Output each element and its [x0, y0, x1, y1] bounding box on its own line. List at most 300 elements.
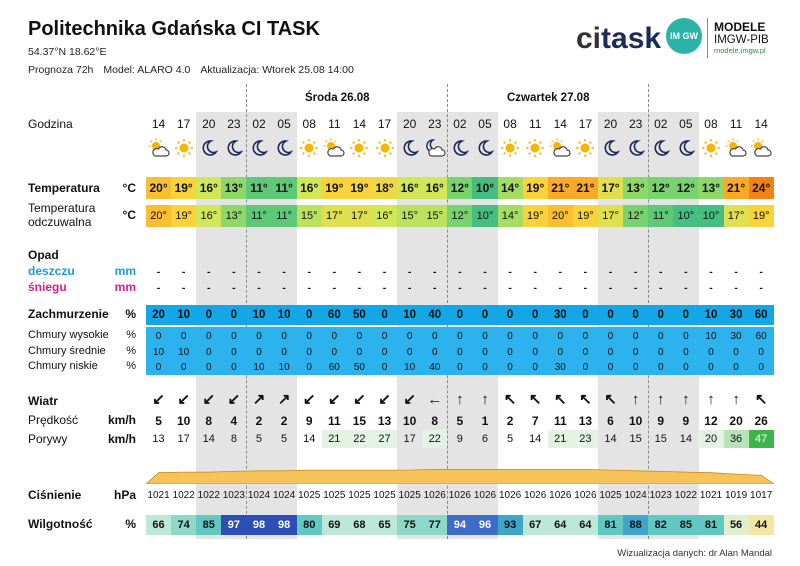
- temperature-cell: 13°: [221, 177, 246, 199]
- cloud-cover-cell: 0: [657, 309, 664, 321]
- hour-cell: 05: [478, 117, 492, 131]
- logo-divider: [707, 18, 708, 58]
- mid-clouds-cell: 0: [607, 347, 614, 358]
- cloud-cover-unit: %: [125, 307, 136, 321]
- pressure-cell: 1019: [724, 490, 748, 501]
- humidity-cell: 96: [472, 515, 497, 535]
- pressure-cell: 1022: [674, 490, 697, 501]
- pressure-cell: 1025: [599, 490, 622, 501]
- high-clouds-cell: 0: [281, 331, 287, 342]
- gust-cell: 14: [604, 433, 617, 445]
- gust-cell: 20: [698, 430, 723, 448]
- gust-cell: 21: [322, 430, 347, 448]
- wind-speed-cell: 10: [402, 414, 417, 428]
- rain-cell: -: [709, 266, 713, 278]
- low-clouds-cell: 0: [231, 362, 237, 373]
- high-clouds-cell: 10: [705, 331, 717, 342]
- wind-speed-cell: 26: [754, 414, 768, 428]
- low-clouds-cell: 0: [482, 362, 488, 373]
- feels-like-cell: 10°: [673, 205, 698, 227]
- snow-cell: -: [357, 282, 362, 294]
- temperature-cell: 13°: [698, 177, 723, 199]
- hour-cell: 23: [428, 117, 442, 131]
- mid-clouds-cell: 10: [152, 347, 165, 358]
- modele-url: modele.imgw.pl: [714, 46, 766, 55]
- temperature-cell: 12°: [447, 177, 472, 199]
- humidity-cell: 77: [422, 515, 447, 535]
- rain-label: deszczu: [28, 264, 75, 278]
- feels-like-cell: 16°: [196, 205, 221, 227]
- rain-cell: -: [332, 266, 337, 278]
- temperature-cell: 19°: [347, 177, 372, 199]
- low-clouds-cell: 0: [708, 362, 714, 373]
- cloud-cover-cell: 0: [682, 309, 690, 321]
- wind-direction-arrow: ←: [427, 392, 443, 408]
- modele-subtitle: IMGW-PIB: [714, 34, 769, 46]
- wind-speed-row: [146, 413, 774, 429]
- rain-cell: -: [382, 266, 387, 278]
- sun-cloud-icon: [724, 137, 749, 159]
- hour-cell: 14: [553, 117, 567, 131]
- gust-cell: 15: [654, 433, 667, 445]
- high-clouds-cell: 0: [205, 331, 212, 342]
- pressure-cell: 1026: [448, 490, 471, 501]
- hour-cell: 20: [402, 117, 417, 131]
- mid-clouds-cell: 0: [306, 347, 312, 358]
- pressure-chart: [146, 460, 774, 484]
- wind-speed-cell: 15: [352, 414, 367, 428]
- feels-like-cell: 12°: [623, 205, 648, 227]
- snow-cell: -: [709, 282, 713, 294]
- mid-clouds-cell: 0: [582, 347, 589, 358]
- gusts-row: [146, 430, 774, 448]
- gust-cell: 13: [152, 433, 165, 445]
- wind-speed-cell: 20: [729, 414, 743, 428]
- mid-clouds-cell: 0: [482, 347, 488, 358]
- forecast-info: [28, 64, 354, 76]
- cloud-cover-cell: 0: [306, 309, 313, 321]
- rain-cell: -: [658, 266, 663, 278]
- wind-direction-arrow: ↙: [177, 392, 190, 408]
- sun-icon: [523, 137, 548, 159]
- feels-like-cell: 20°: [146, 205, 171, 227]
- temperature-cell: 10°: [472, 177, 497, 199]
- wind-direction-arrow: ↙: [353, 392, 366, 408]
- rain-cell: -: [357, 266, 362, 278]
- mid-clouds-cell: 0: [708, 347, 714, 358]
- cloud-cover-cell: 30: [553, 309, 567, 321]
- precipitation-label: Opad: [28, 248, 59, 262]
- pressure-cell: 1026: [498, 490, 522, 501]
- low-clouds-cell: 0: [381, 362, 388, 373]
- gust-cell: 14: [202, 433, 215, 445]
- cloud-cover-cell: 10: [704, 309, 718, 321]
- feels-like-cell: 17°: [598, 205, 623, 227]
- feels-like-cell: 14°: [498, 205, 523, 227]
- gust-cell: 21: [548, 430, 573, 448]
- snow-cell: -: [684, 282, 688, 294]
- wind-direction-arrow: ↙: [202, 392, 216, 408]
- snow-cell: -: [533, 282, 537, 294]
- pressure-cell: 1026: [423, 490, 446, 501]
- wind-direction-arrow: ↗: [277, 392, 291, 408]
- cloud-cover-cell: 20: [152, 309, 165, 321]
- pressure-cell: 1021: [699, 490, 723, 501]
- low-clouds-cell: 30: [554, 362, 566, 373]
- wind-direction-arrow: ↖: [754, 392, 768, 408]
- cloud-cover-cell: 10: [252, 309, 266, 321]
- cloud-cover-cell: 60: [754, 309, 768, 321]
- temperature-label: Temperatura: [28, 181, 100, 195]
- wind-speed-cell: 13: [377, 414, 392, 428]
- high-clouds-label: Chmury wysokie: [28, 329, 109, 341]
- gust-cell: 5: [507, 433, 514, 445]
- high-clouds-cell: 0: [457, 331, 463, 342]
- gust-cell: 22: [347, 430, 372, 448]
- snow-unit: mm: [114, 280, 136, 294]
- wind-speed-cell: 10: [628, 414, 643, 428]
- pressure-cell: 1026: [549, 490, 572, 501]
- cloud-cover-cell: 0: [607, 309, 614, 321]
- feels-like-row: [146, 205, 774, 227]
- cloud-cover-cell: 0: [381, 309, 388, 321]
- rain-cell: -: [156, 266, 161, 278]
- humidity-cell: 98: [272, 515, 297, 535]
- wind-direction-arrow: ↙: [328, 392, 341, 408]
- feels-like-label-2: odczuwalna: [28, 215, 92, 229]
- feels-like-cell: 13°: [221, 205, 246, 227]
- gust-cell: 17: [177, 433, 190, 445]
- snow-cell: -: [307, 282, 311, 294]
- feels-like-cell: 17°: [724, 205, 749, 227]
- hour-cell: 02: [453, 117, 467, 131]
- high-clouds-cell: 0: [582, 331, 589, 342]
- temperature-cell: 19°: [171, 177, 196, 199]
- rain-cell: -: [533, 266, 537, 278]
- low-clouds-cell: 0: [155, 362, 162, 373]
- humidity-cell: 56: [724, 515, 749, 535]
- gust-cell: 5: [255, 433, 263, 445]
- snow-cell: -: [332, 282, 337, 294]
- humidity-cell: 64: [548, 515, 573, 535]
- low-clouds-cell: 0: [733, 362, 739, 373]
- citask-logo: [576, 16, 661, 56]
- sun-icon: [171, 137, 196, 159]
- mid-clouds-cell: 0: [758, 347, 764, 358]
- temperature-cell: 11°: [246, 177, 271, 199]
- high-clouds-cell: 0: [657, 331, 664, 342]
- sun-cloud-icon: [146, 137, 171, 159]
- model-name: Model: ALARO 4.0: [103, 64, 191, 76]
- high-clouds-cell: 0: [683, 331, 689, 342]
- snow-cell: -: [257, 282, 261, 294]
- gust-cell: 22: [422, 430, 447, 448]
- mid-clouds-cell: 0: [507, 347, 513, 358]
- snow-cell: -: [433, 282, 437, 294]
- gust-cell: 27: [372, 430, 397, 448]
- rain-cell: -: [181, 266, 186, 278]
- low-clouds-cell: 0: [532, 362, 538, 373]
- gust-cell: 15: [629, 433, 642, 445]
- pressure-area: [146, 469, 774, 484]
- logo-task-text: task: [601, 22, 662, 55]
- hour-cell: 17: [176, 117, 191, 131]
- cloud-cover-cell: 0: [531, 309, 539, 321]
- modele-logo: [714, 20, 784, 55]
- low-clouds-cell: 40: [429, 362, 441, 373]
- feels-like-cell: 16°: [372, 205, 397, 227]
- gust-cell: 36: [724, 430, 749, 448]
- sun-icon: [372, 137, 397, 159]
- rain-cell: -: [558, 266, 563, 278]
- feels-like-cell: 15°: [397, 205, 422, 227]
- feels-like-cell: 19°: [573, 205, 598, 227]
- mid-clouds-cell: 0: [557, 347, 564, 358]
- wind-speed-cell: 4: [230, 414, 238, 428]
- temperature-cell: 19°: [322, 177, 347, 199]
- high-clouds-cell: 0: [231, 331, 237, 342]
- sun-cloud-icon: [749, 137, 774, 159]
- mid-clouds-cell: 0: [457, 347, 463, 358]
- feels-like-label-1: Temperatura: [28, 201, 96, 215]
- high-clouds-cell: 0: [381, 331, 388, 342]
- feels-like-cell: 11°: [272, 205, 297, 227]
- hour-cell: 11: [528, 117, 542, 131]
- snow-cell: -: [608, 282, 613, 294]
- feels-like-cell: 15°: [297, 205, 322, 227]
- high-clouds-cell: 0: [406, 331, 413, 342]
- wind-direction-arrow: ↑: [732, 392, 740, 408]
- rain-cell: -: [684, 266, 688, 278]
- low-clouds-cell: 0: [582, 362, 589, 373]
- gusts-unit: km/h: [107, 432, 136, 446]
- low-clouds-cell: 50: [353, 362, 365, 373]
- cloud-cover-label: Zachmurzenie: [28, 307, 109, 321]
- gust-cell: 23: [573, 430, 598, 448]
- mid-clouds-cell: 0: [205, 347, 212, 358]
- high-clouds-cell: 0: [356, 331, 363, 342]
- moon-icon: [196, 137, 221, 159]
- rain-cell: -: [433, 266, 437, 278]
- wind-direction-arrow: ↖: [528, 392, 542, 408]
- moon-icon: [221, 137, 246, 159]
- low-clouds-label: Chmury niskie: [28, 360, 98, 372]
- sun-icon: [347, 137, 372, 159]
- temperature-cell: 21°: [573, 177, 598, 199]
- sun-icon: [573, 137, 598, 159]
- coordinates: 54.37°N 18.62°E: [28, 46, 107, 58]
- low-clouds-cell: 0: [632, 362, 639, 373]
- temperature-cell: 21°: [548, 177, 573, 199]
- humidity-cell: 67: [523, 515, 548, 535]
- temperature-cell: 11°: [272, 177, 297, 199]
- humidity-cell: 88: [623, 515, 648, 535]
- snow-cell: -: [207, 282, 211, 294]
- pressure-cell: 1025: [373, 490, 396, 501]
- wind-speed-cell: 13: [578, 414, 593, 428]
- pressure-row: [146, 488, 774, 504]
- wind-speed-cell: 11: [553, 414, 567, 428]
- page-title: Politechnika Gdańska CI TASK: [28, 18, 320, 40]
- snow-cell: -: [232, 282, 236, 294]
- modele-title: MODELE: [714, 20, 766, 34]
- low-clouds-cell: 10: [253, 362, 265, 373]
- gust-cell: 14: [529, 433, 542, 445]
- pressure-cell: 1022: [172, 490, 195, 501]
- hour-cell: 02: [654, 117, 668, 131]
- low-clouds-row: [146, 360, 774, 376]
- humidity-cell: 81: [598, 515, 623, 535]
- rain-row: [146, 264, 774, 280]
- mid-clouds-cell: 0: [381, 347, 388, 358]
- rain-unit: mm: [114, 264, 136, 278]
- pressure-cell: 1024: [272, 490, 296, 501]
- pressure-cell: 1026: [574, 490, 597, 501]
- cloud-cover-cell: 10: [177, 309, 191, 321]
- feels-like-cell: 11°: [246, 205, 271, 227]
- hour-cell: 17: [377, 117, 392, 131]
- high-clouds-cell: 0: [482, 331, 488, 342]
- high-clouds-cell: 0: [632, 331, 639, 342]
- rain-cell: -: [759, 266, 763, 278]
- day-label-wednesday: Środa 26.08: [305, 92, 370, 104]
- temperature-cell: 16°: [196, 177, 221, 199]
- rain-cell: -: [483, 266, 487, 278]
- hour-cell: 14: [151, 117, 166, 131]
- temperature-cell: 16°: [422, 177, 447, 199]
- pressure-cell: 1022: [197, 490, 220, 501]
- rain-cell: -: [282, 266, 286, 278]
- hour-cell: 08: [503, 117, 517, 131]
- mid-clouds-cell: 0: [532, 347, 538, 358]
- mid-clouds-cell: 0: [733, 347, 739, 358]
- day-label-thursday: Czwartek 27.08: [507, 92, 590, 104]
- low-clouds-cell: 0: [607, 362, 614, 373]
- wind-direction-arrow: ↑: [682, 392, 690, 408]
- moon-icon: [272, 137, 297, 159]
- wind-direction-arrow: ↑: [656, 392, 665, 408]
- rain-cell: -: [407, 266, 412, 278]
- humidity-cell: 82: [648, 515, 673, 535]
- gust-cell: 17: [403, 433, 416, 445]
- wind-speed-cell: 1: [481, 414, 489, 428]
- pressure-unit: hPa: [113, 488, 136, 502]
- snow-cell: -: [181, 282, 186, 294]
- humidity-cell: 85: [673, 515, 698, 535]
- mid-clouds-cell: 0: [406, 347, 413, 358]
- gust-cell: 47: [749, 430, 774, 448]
- pressure-cell: 1025: [348, 490, 371, 501]
- hour-cell: 05: [277, 117, 291, 131]
- feels-like-cell: 15°: [422, 205, 447, 227]
- wind-direction-arrow: ↖: [554, 392, 567, 408]
- wind-speed-cell: 10: [176, 414, 191, 428]
- snow-cell: -: [759, 282, 763, 294]
- cloud-cover-cell: 50: [353, 309, 366, 321]
- temperature-cell: 16°: [397, 177, 422, 199]
- humidity-unit: %: [125, 517, 136, 531]
- wind-direction-arrow: ↙: [227, 392, 241, 408]
- humidity-cell: 98: [246, 515, 271, 535]
- wind-speed-cell: 9: [657, 414, 665, 428]
- wind-direction-row: [146, 392, 774, 408]
- low-clouds-cell: 10: [404, 362, 416, 373]
- cloud-cover-cell: 0: [582, 309, 589, 321]
- temperature-unit: °C: [122, 181, 136, 195]
- rain-cell: -: [307, 266, 311, 278]
- temperature-row: [146, 177, 774, 199]
- moon-icon: [623, 137, 648, 159]
- pressure-cell: 1023: [222, 490, 245, 501]
- imgw-logo: IM GW: [666, 18, 702, 54]
- temperature-cell: 12°: [648, 177, 673, 199]
- mid-clouds-cell: 10: [178, 347, 190, 358]
- pressure-cell: 1026: [524, 490, 547, 501]
- cloud-cover-cell: 0: [506, 309, 514, 321]
- moon-icon: [472, 137, 497, 159]
- hour-cell: 11: [729, 117, 743, 131]
- temperature-cell: 24°: [749, 177, 774, 199]
- hour-cell: 14: [754, 117, 768, 131]
- moon-icon: [673, 137, 698, 159]
- low-clouds-unit: %: [126, 360, 136, 372]
- low-clouds-cell: 0: [657, 362, 664, 373]
- mid-clouds-cell: 0: [632, 347, 639, 358]
- gust-cell: 8: [230, 433, 237, 445]
- hour-cell: 20: [603, 117, 618, 131]
- snow-cell: -: [156, 282, 161, 294]
- wind-direction-arrow: ↖: [579, 392, 592, 408]
- high-clouds-cell: 0: [306, 331, 312, 342]
- humidity-cell: 94: [447, 515, 472, 535]
- pressure-cell: 1024: [624, 490, 647, 501]
- rain-cell: -: [232, 266, 236, 278]
- moon-icon: [246, 137, 271, 159]
- pressure-cell: 1025: [298, 490, 321, 501]
- high-clouds-row: [146, 329, 774, 345]
- rain-cell: -: [734, 266, 738, 278]
- pressure-cell: 1024: [247, 490, 271, 501]
- hour-row-label: Godzina: [28, 117, 73, 131]
- feels-like-cell: 20°: [548, 205, 573, 227]
- wind-speed-cell: 11: [327, 414, 341, 428]
- sun-icon: [698, 137, 723, 159]
- feels-like-cell: 17°: [322, 205, 347, 227]
- cloud-cover-cell: 0: [632, 309, 639, 321]
- high-clouds-cell: 0: [532, 331, 538, 342]
- hour-cell: 23: [628, 117, 643, 131]
- sun-icon: [297, 137, 322, 159]
- high-clouds-cell: 0: [180, 331, 187, 342]
- cloud-cover-cell: 0: [456, 309, 464, 321]
- mid-clouds-cell: 0: [256, 347, 262, 358]
- sun-icon: [498, 137, 523, 159]
- hour-cell: 23: [227, 117, 241, 131]
- wind-direction-arrow: ↙: [403, 392, 416, 408]
- mid-clouds-unit: %: [126, 345, 136, 357]
- wind-speed-cell: 2: [506, 414, 514, 428]
- rain-cell: -: [608, 266, 613, 278]
- wind-direction-arrow: ↑: [707, 392, 715, 408]
- feels-like-cell: 19°: [523, 205, 548, 227]
- mid-clouds-cell: 0: [281, 347, 287, 358]
- temperature-cell: 17°: [598, 177, 623, 199]
- hour-cell: 08: [704, 117, 718, 131]
- humidity-cell: 85: [196, 515, 221, 535]
- mid-clouds-row: [146, 345, 774, 361]
- feels-like-unit: °C: [122, 208, 136, 222]
- humidity-label: Wilgotność: [28, 517, 93, 531]
